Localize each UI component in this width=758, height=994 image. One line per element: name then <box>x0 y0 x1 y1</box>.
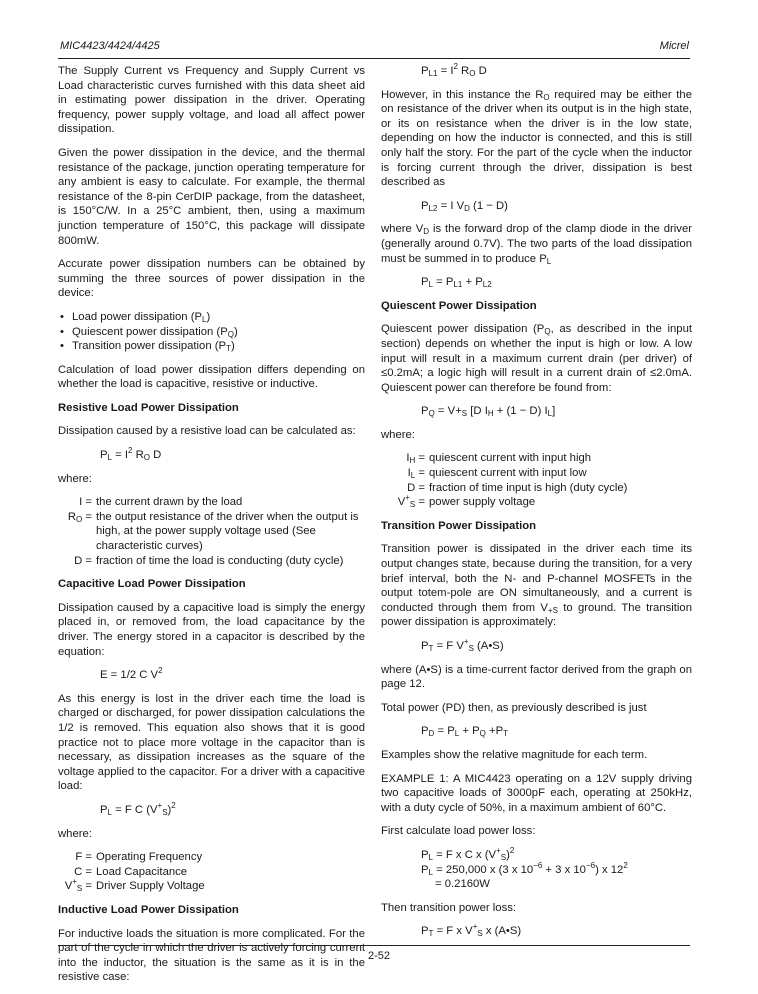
equation: $P_D = P_L + P_Q +P_T$ <box>421 725 509 739</box>
list-item: • Quiescent power dissipation $(P_Q)$ <box>58 325 365 340</box>
paragraph: Total power (PD) then, as previously described is just <box>381 701 647 714</box>
equation: E = 1/2 C $V^2$ <box>100 666 163 682</box>
paragraph: Quiescent power dissipation ($P_Q$, as described in the input section) depends on whether the input is high or low. A low input will result in a maximum current drain (per driver) of ≤0.2mA; a logic high will result in a current drain of ≤2.0mA. Quiescent power can therefore be found from: <box>381 323 692 394</box>
right-column <box>381 64 692 948</box>
where-label: where: <box>58 827 92 840</box>
footer-rule <box>58 945 690 946</box>
brand-name: Micrel <box>659 40 689 52</box>
running-header <box>60 40 689 58</box>
equation: $P_L = P_{L1} + P_{L2}$ <box>421 276 492 290</box>
equation: $P_T = F$ x $V^+_S$ x (A•S) <box>421 922 522 939</box>
section-heading: Resistive Load Power Dissipation <box>58 401 239 414</box>
part-number: MIC4423/4424/4425 <box>60 40 160 52</box>
where-label: where: <box>58 472 92 485</box>
paragraph: Then transition power loss: <box>381 901 517 914</box>
definition-list: F = Operating Frequency C = Load Capacitance $V^+_S$ = Driver Supply Voltage <box>64 851 205 894</box>
paragraph: Transition power is dissipated in the driver each time its output changes state, because during the transition, for a very brief interval, both the N- and P-channel MOSFETs in the output totem-pole are ON simultaneously, and a current is conducted through them from $V_{+S}$ to ground. The transition power dissipation is approximately: <box>381 543 692 629</box>
paragraph: The Supply Current vs Frequency and Supply Current vs Load characteristic curves furnished with this data sheet aid in estimating power dissipation in the driver. Operating frequency, power supply voltage, and load all affect power dissipation. <box>58 65 365 136</box>
paragraph: However, in this instance the $R_O$ required may be either the on resistance of the driver when its output is in the high state, or its on resistance when the driver is in the low state, depending on how the inductor is connected, and this is still only half the story. For the part of the cycle when the inductor is forcing current through the driver, dissipation is best described as <box>381 88 692 189</box>
paragraph: Dissipation caused by a capacitive load is simply the energy placed in, or removed from, the load capacitance by the driver. The energy stored in a capacitor is described by the equation: <box>58 601 365 658</box>
list-item: • Load power dissipation $(P_L)$ <box>58 310 365 325</box>
paragraph: Dissipation caused by a resistive load can be calculated as: <box>58 425 356 438</box>
section-heading: Transition Power Dissipation <box>381 519 537 532</box>
where-label: where: <box>381 428 415 441</box>
equation: $P_{L1} = I^2$ $R_O$ D <box>421 62 487 78</box>
paragraph: where (A•S) is a time-current factor derived from the graph on page 12. <box>381 663 692 691</box>
equation: $P_L = F$ x C x $(V^+_S)^2$ $P_L = 250,000$ x (3 x $10^{-6} + 3$ x $10^{-6}$) x $12^2$ = 0.2160W <box>421 845 628 891</box>
paragraph: Given the power dissipation in the device, and the thermal resistance of the package, junction operating temperature for any ambient is easy to calculate. For example, the thermal resistance of the 8-pin CerDIP package, from the datasheet, is 150°C/W. In a 25°C ambient, then, using a maximum junction temperature of 150°C, this package will dissipate 800mW. <box>58 146 365 247</box>
equation: $P_L = I^2$ $R_O$ D <box>100 446 162 463</box>
equation: $P_Q = V+_S$ [D $I_H + (1 - D)$ $I_L$] <box>421 405 556 419</box>
equation: $P_{L2} = I$ $V_D$ (1 − D) <box>421 199 508 213</box>
paragraph: For inductive loads the situation is more complicated. For the part of the cycle in which the driver is actively forcing current into the inductor, the situation is the same as it is in the resistive case: <box>58 927 365 984</box>
paragraph: First calculate load power loss: <box>381 825 536 838</box>
paragraph: Examples show the relative magnitude for each term. <box>381 748 648 761</box>
section-heading: Quiescent Power Dissipation <box>381 299 537 312</box>
left-column <box>58 64 365 994</box>
equation: $P_L = F$ C $(V^+_S)^2$ <box>100 800 176 817</box>
header-rule <box>58 58 690 59</box>
dissipation-sources-list <box>58 310 365 354</box>
list-item: • Transition power dissipation $(P_T)$ <box>58 339 365 354</box>
definition-list: $I_H$ = quiescent current with input high $I_L$ = quiescent current with input low D = fraction of time input is high (duty cycle) $V^+_S$ = power supply voltage <box>397 452 628 510</box>
section-heading: Inductive Load Power Dissipation <box>58 903 239 916</box>
paragraph: Accurate power dissipation numbers can be obtained by summing the three sources of power dissipation in the device: <box>58 258 365 300</box>
section-heading: Capacitive Load Power Dissipation <box>58 578 246 591</box>
page-number: 2-52 <box>367 950 391 962</box>
paragraph: where $V_D$ is the forward drop of the clamp diode in the driver (generally around 0.7V). The two parts of the load dissipation must be summed in to produce $P_L$ <box>381 223 692 266</box>
paragraph: EXAMPLE 1: A MIC4423 operating on a 12V supply driving two capacitive loads of 3000pF each, operating at 250kHz, with a duty cycle of 50%, in a maximum ambient of 60°C. <box>381 772 692 814</box>
paragraph: As this energy is lost in the driver each time the load is charged or discharged, for power dissipation calculations the 1/2 is removed. This equation also shows that it is good practice not to place more voltage in the capacitor than is necessary, as dissipation increases as the square of the voltage applied to the capacitor. For a driver with a capacitive load: <box>58 692 365 793</box>
paragraph: Calculation of load power dissipation differs depending on whether the load is capacitive, resistive or inductive. <box>58 363 365 391</box>
definition-list: I = the current drawn by the load $R_O$ = the output resistance of the driver when the output is high, at the power supply voltage used (See characteristic curves) D = fraction of time the load is conducting (duty cycle) <box>67 496 359 567</box>
equation: $P_T = F$ $V^+_S$ (A•S) <box>421 637 504 653</box>
